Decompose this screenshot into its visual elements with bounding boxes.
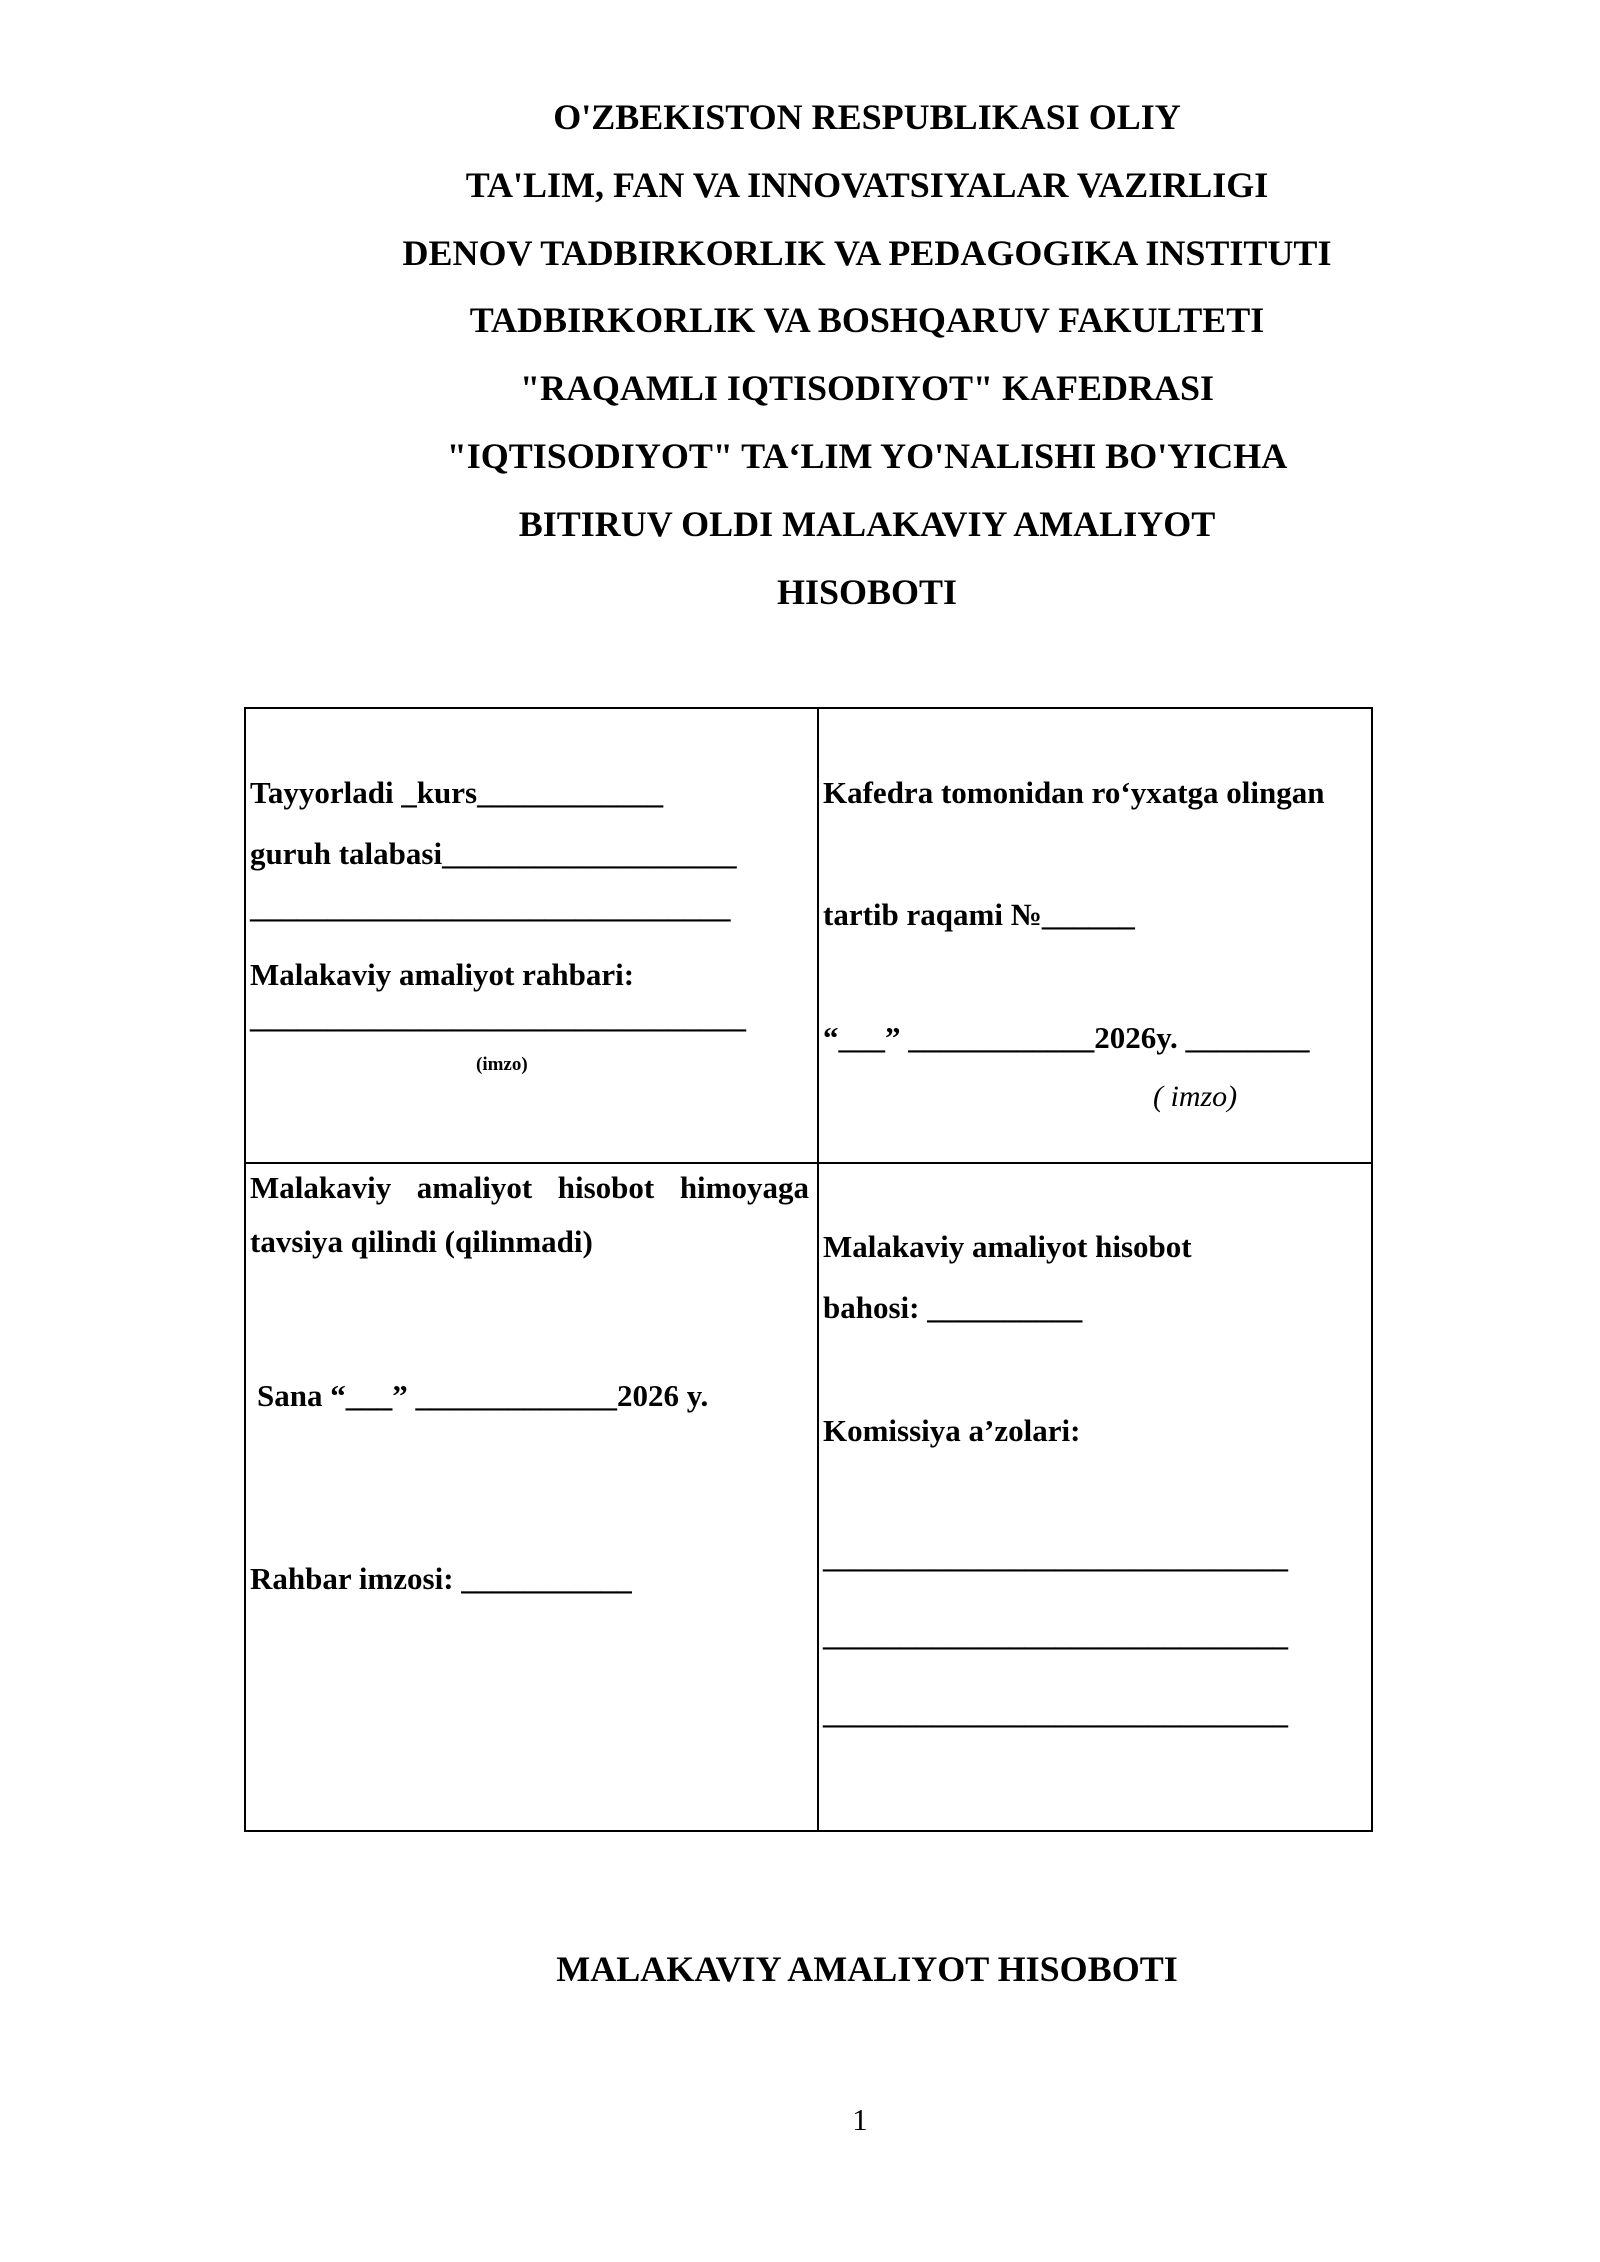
report-grade-label: Malakaviy amaliyot hisobot [823,1229,1192,1264]
registration-cell [818,708,1372,1163]
recommendation-line-1: Malakaviy amaliyot hisobot himoyaga [250,1170,809,1205]
report-title-line-1: BITIRUV OLDI MALAKAVIY AMALIYOT [518,504,1216,544]
commission-member-line-2: ______________________________ [823,1617,1288,1652]
grading-cell [818,1163,1372,1831]
supervisor-signature-line: Rahbar imzosi: ___________ [250,1561,632,1596]
footer-report-title: MALAKAVIY AMALIYOT HISOBOTI [556,1949,1178,1989]
order-number-line: tartib raqami №______ [823,897,1135,932]
report-title-line-2: HISOBOTI [776,572,958,612]
recommendation-line-2: tavsiya qilindi (qilinmadi) [250,1224,593,1259]
prepared-by-line: Tayyorladi _kurs____________ [250,775,664,810]
student-info-cell [245,708,818,1163]
recommendation-date-line: Sana “___” _____________2026 y. [257,1378,709,1413]
report-grade-line: bahosi: __________ [823,1290,1083,1325]
registration-signature-caption: ( imzo) [1153,1080,1238,1113]
program-name: "IQTISODIYOT" TA‘LIM YO'NALISHI BO'YICHA [446,436,1288,476]
supervisor-blank: ________________________________ [250,999,746,1034]
registration-date-line: “___” ____________2026y. ________ [823,1020,1310,1055]
registration-label: Kafedra tomonidan ro‘yxatga olingan [823,775,1325,810]
commission-member-line-1: ______________________________ [823,1539,1288,1574]
commission-member-line-3: ______________________________ [823,1695,1288,1730]
supervisor-label: Malakaviy amaliyot rahbari: [250,957,635,992]
department-name: "RAQAMLI IQTISODIYOT" KAFEDRASI [519,368,1215,408]
group-student-line: guruh talabasi___________________ [250,836,737,871]
page-number: 1 [852,2102,868,2137]
ministry-title-line-1: O'ZBEKISTON RESPUBLIKASI OLIY [553,97,1181,137]
commission-members-label: Komissiya a’zolari: [823,1413,1081,1448]
ministry-title-line-2: TA'LIM, FAN VA INNOVATSIYALAR VAZIRLIGI [465,165,1269,205]
report-cover-form [244,707,1373,1832]
institute-name: DENOV TADBIRKORLIK VA PEDAGOGIKA INSTITUTI [402,233,1332,273]
recommendation-cell [245,1163,818,1831]
signature-caption: (imzo) [476,1054,528,1075]
student-name-blank: _______________________________ [250,889,731,924]
faculty-name: TADBIRKORLIK VA BOSHQARUV FAKULTETI [469,300,1265,340]
